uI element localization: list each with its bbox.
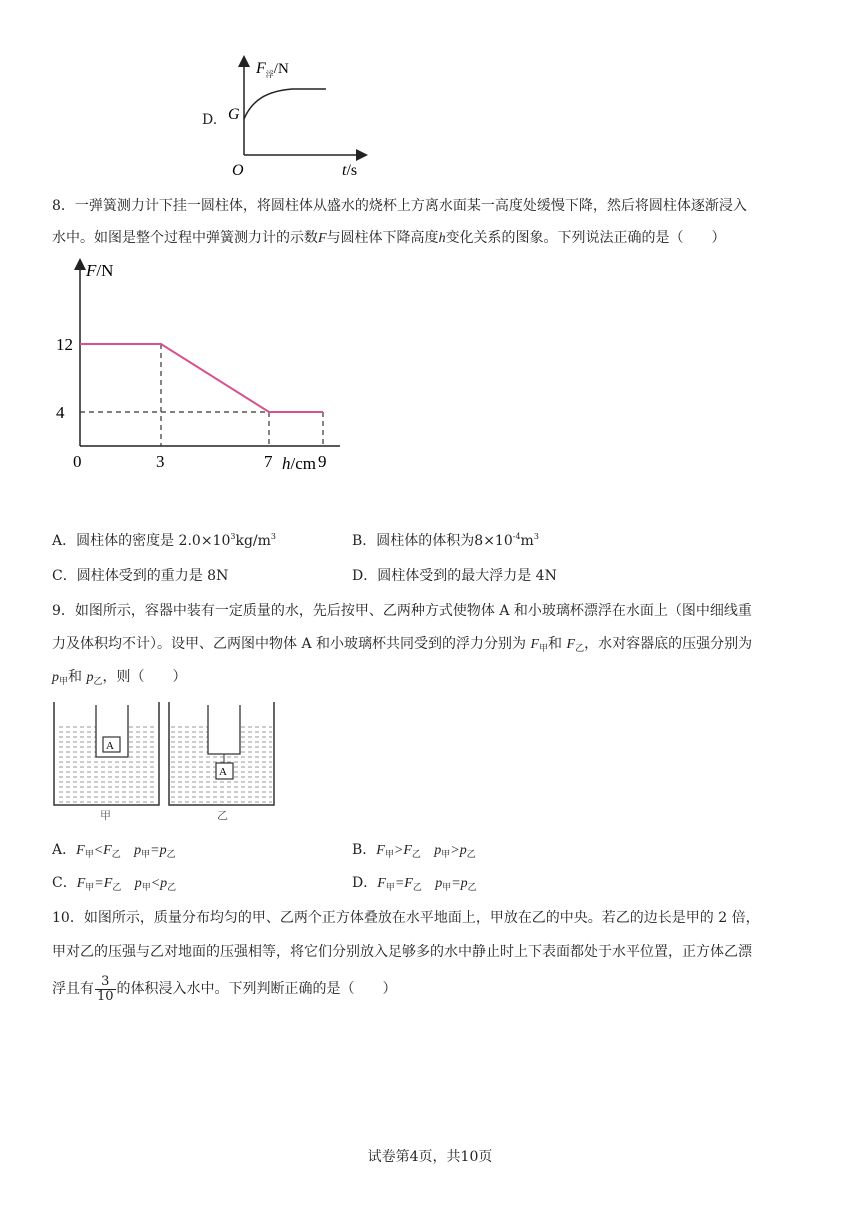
q8-option-b[interactable]: B．圆柱体的体积为$8\times 10^{-4}m^3$ bbox=[352, 532, 539, 549]
q8-y-tick-label: 12 bbox=[56, 335, 73, 354]
q10-fraction: $\frac{3}{10}$ bbox=[97, 973, 114, 1004]
q8-chart bbox=[50, 258, 340, 478]
q7-origin-label: O bbox=[232, 162, 244, 179]
q8-x-tick-label: 7 bbox=[264, 452, 273, 471]
q9-block-a-yi-label: A bbox=[219, 766, 227, 778]
q8-stem-line2: 水中。如图是整个过程中弹簧测力计的示数F与圆柱体下降高度h变化关系的图象。下列说法正确的是（ ） bbox=[52, 230, 726, 246]
q9-stem-line2: 力及体积均不计）。设甲、乙两图中物体 A 和小玻璃杯共同受到的浮力分别为 $F_甲$和 $F_乙$，水对容器底的压强分别为 bbox=[52, 636, 753, 654]
q7-y-axis-label: $F_浮/N$ bbox=[256, 60, 289, 79]
q10-stem-line2: 甲对乙的压强与乙对地面的压强相等，将它们分别放入足够多的水中静止时上下表面都处于水平位置，正方体乙漂 bbox=[52, 944, 752, 960]
q8-option-d[interactable]: D．圆柱体受到的最大浮力是 4N bbox=[352, 568, 557, 584]
q9-stem-line3: $p_甲$和 $p_乙$，则（ ） bbox=[52, 669, 187, 687]
q10-stem-line1: 10．如图所示，质量分布均匀的甲、乙两个正方体叠放在水平地面上，甲放在乙的中央。若乙的边长是甲的 2 倍， bbox=[52, 910, 760, 926]
q10-stem-line3: 浮且有 $\frac{3}{10}$ 的体积浸入水中。下列判断正确的是（ ） bbox=[52, 973, 397, 1004]
q9-label-yi: 乙 bbox=[217, 810, 228, 822]
q7-curve bbox=[244, 89, 326, 119]
q8-x-tick-label: 9 bbox=[318, 452, 327, 471]
q9-option-d[interactable]: D．$F_甲=F_乙$ $p_甲=p_乙$ bbox=[352, 875, 477, 893]
q9-option-c[interactable]: C．$F_甲=F_乙$ $p_甲<p_乙$ bbox=[52, 875, 177, 893]
q9-label-jia: 甲 bbox=[100, 810, 111, 822]
q8-stem-line1: 8．一弹簧测力计下挂一圆柱体，将圆柱体从盛水的烧杯上方离水面某一高度处缓慢下降，然后将圆柱体逐渐浸入 bbox=[52, 198, 747, 214]
q8-series-line bbox=[80, 344, 323, 412]
q8-x-axis-label: h/cm bbox=[282, 454, 316, 473]
q8-origin-label: 0 bbox=[73, 452, 82, 471]
q7-g-label: G bbox=[228, 106, 240, 123]
page-footer: 试卷第4页，共10页 bbox=[367, 1149, 493, 1165]
q8-x-tick-label: 3 bbox=[156, 452, 165, 471]
q9-option-b[interactable]: B．$F_甲>F_乙$ $p_甲>p_乙$ bbox=[352, 842, 476, 860]
q8-y-tick-label: 4 bbox=[56, 403, 65, 422]
q9-block-a-jia-label: A bbox=[106, 740, 114, 752]
q8-y-axis-label: F/N bbox=[86, 261, 114, 280]
q7-option-d-label: D. bbox=[202, 112, 218, 128]
q9-container-jia bbox=[54, 702, 159, 822]
q9-figure bbox=[52, 700, 282, 825]
q8-plot-area bbox=[56, 264, 340, 471]
q7-option-d-graph bbox=[222, 55, 372, 180]
q9-stem-line1: 9．如图所示，容器中装有一定质量的水，先后按甲、乙两种方式使物体 A 和小玻璃杯漂浮在水面上（图中细线重 bbox=[52, 603, 752, 619]
q9-option-a[interactable]: A．$F_甲<F_乙$ $p_甲=p_乙$ bbox=[52, 842, 176, 860]
q8-option-a[interactable]: A．圆柱体的密度是 $2.0\times 10^3kg/m^3$ bbox=[52, 532, 276, 549]
q7-x-axis-label: t/s bbox=[342, 162, 358, 179]
q8-option-c[interactable]: C．圆柱体受到的重力是 8N bbox=[52, 568, 229, 584]
q9-container-yi bbox=[169, 702, 274, 822]
